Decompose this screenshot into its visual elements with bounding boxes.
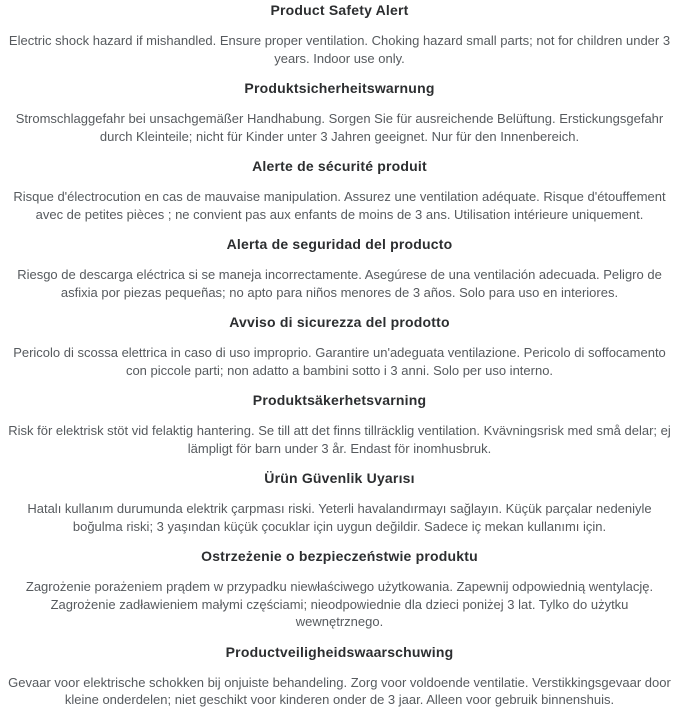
safety-section-nl [4,644,675,709]
safety-section-it [4,314,675,379]
safety-section-tr [4,470,675,535]
safety-section-de [4,80,675,145]
section-title-de: Produktsicherheitswarnung [244,80,435,96]
safety-section-en [4,2,675,67]
section-body-fr: Risque d'électrocution en cas de mauvaise manipulation. Assurez une ventilation adéquate. Risque d'étouffement avec de petites pièces ; ne convient pas aux enfants de moins de 3 ans. Utilisation intérieure uniquement. [13,189,666,222]
section-body-nl: Gevaar voor elektrische schokken bij onjuiste behandeling. Zorg voor voldoende ventilatie. Verstikkingsgevaar door kleine onderdelen; niet geschikt voor kinderen onder de 3 jaar. Alleen voor gebruik binnenshuis. [8,674,671,707]
section-title-it: Avviso di sicurezza del prodotto [229,314,450,330]
section-body-en: Electric shock hazard if mishandled. Ensure proper ventilation. Choking hazard small parts; not for children under 3 years. Indoor use only. [8,33,671,66]
section-title-fr: Alerte de sécurité produit [252,158,427,174]
section-title-tr: Ürün Güvenlik Uyarısı [264,470,415,486]
section-title-nl: Productveiligheidswaarschuwing [225,643,454,660]
safety-section-pl [4,548,675,631]
section-body-pl: Zagrożenie porażeniem prądem w przypadku niewłaściwego użytkowania. Zapewnij odpowiednią wentylację. Zagrożenie zadławieniem małymi częściami; nieodpowiednie dla dzieci poniżej 3 lat. Tylko do użytku wewnętrznego. [25,579,654,629]
safety-section-fr [4,158,675,223]
safety-section-sv [4,392,675,457]
section-body-tr: Hatalı kullanım durumunda elektrik çarpması riski. Yeterli havalandırmayı sağlayın. Küçük parçalar nedeniyle boğulma riski; 3 yaşından küçük çocuklar için uygun değildir. Sadece iç mekan kullanımı için. [27,501,652,534]
section-title-sv: Produktsäkerhetsvarning [252,392,427,408]
section-body-es: Riesgo de descarga eléctrica si se maneja incorrectamente. Asegúrese de una ventilación adecuada. Peligro de asfixia por piezas pequeñas; no apto para niños menores de 3 años. Solo para uso en interiores. [17,267,662,300]
section-body-de: Stromschlaggefahr bei unsachgemäßer Handhabung. Sorgen Sie für ausreichende Belüftung. Erstickungsgefahr durch Kleinteile; nicht für Kinder unter 3 Jahren geeignet. Nur für den Innenbereich. [15,111,664,144]
section-title-es: Alerta de seguridad del producto [226,236,453,252]
section-body-it: Pericolo di scossa elettrica in caso di uso improprio. Garantire un'adeguata ventilazione. Pericolo di soffocamento con piccole parti; non adatto a bambini sotto i 3 anni. Solo per uso interno. [13,345,666,378]
section-title-en: Product Safety Alert [270,2,409,18]
section-title-pl: Ostrzeżenie o bezpieczeństwie produktu [201,548,478,564]
section-body-sv: Risk för elektrisk stöt vid felaktig hantering. Se till att det finns tillräcklig ventilation. Kvävningsrisk med små delar; ej lämpligt för barn under 3 år. Endast för inomhusbruk. [8,423,671,456]
safety-section-es [4,236,675,301]
